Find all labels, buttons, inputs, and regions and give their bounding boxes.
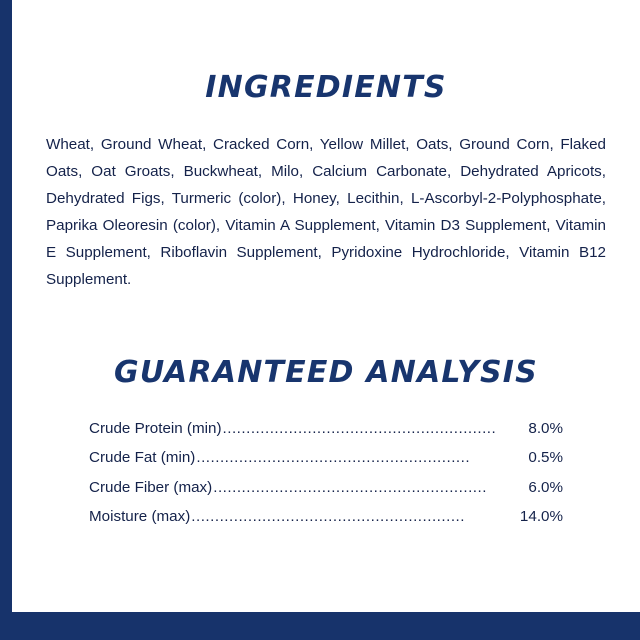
analysis-label: Crude Fat (min)	[89, 449, 196, 467]
label-content	[12, 0, 640, 612]
analysis-row	[89, 502, 563, 531]
analysis-leader-dots: ..........................................................	[191, 507, 466, 525]
analysis-leader-dots: ..........................................................	[222, 420, 497, 438]
analysis-value: 0.5%	[528, 449, 563, 467]
guaranteed-analysis-heading: GUARANTEED ANALYSIS	[114, 355, 538, 391]
analysis-label: Moisture (max)	[89, 507, 191, 525]
analysis-leader-dots: ..........................................................	[213, 478, 487, 496]
analysis-value: 6.0%	[528, 478, 563, 496]
analysis-row	[89, 473, 563, 502]
analysis-leader-dots: ..........................................................	[196, 449, 471, 467]
analysis-row	[89, 414, 563, 443]
analysis-value: 14.0%	[519, 507, 563, 525]
ingredients-text: Wheat, Ground Wheat, Cracked Corn, Yellow Millet, Oats, Ground Corn, Flaked Oats, Oat Groats, Buckwheat, Milo, Calcium Carbonate, Dehydrated Apricots, Dehydrated Figs, Turmeric (color), Honey, Lecithin, L-Ascorbyl-2-Polyphosphate, Paprika Oleoresin (color), Vitamin A Supplement, Vitamin D3 Supplement, Vitamin E Supplement, Riboflavin Supplement, Pyridoxine Hydrochloride, Vitamin B12 Supplement.	[46, 136, 606, 289]
analysis-value: 8.0%	[528, 420, 563, 438]
analysis-label: Crude Fiber (max)	[89, 478, 213, 496]
left-accent-bar	[0, 0, 12, 640]
analysis-row	[89, 443, 563, 472]
bottom-accent-bar	[0, 612, 640, 640]
analysis-label: Crude Protein (min)	[89, 420, 222, 438]
guaranteed-analysis-list	[89, 414, 563, 531]
ingredients-heading: INGREDIENTS	[205, 70, 447, 105]
